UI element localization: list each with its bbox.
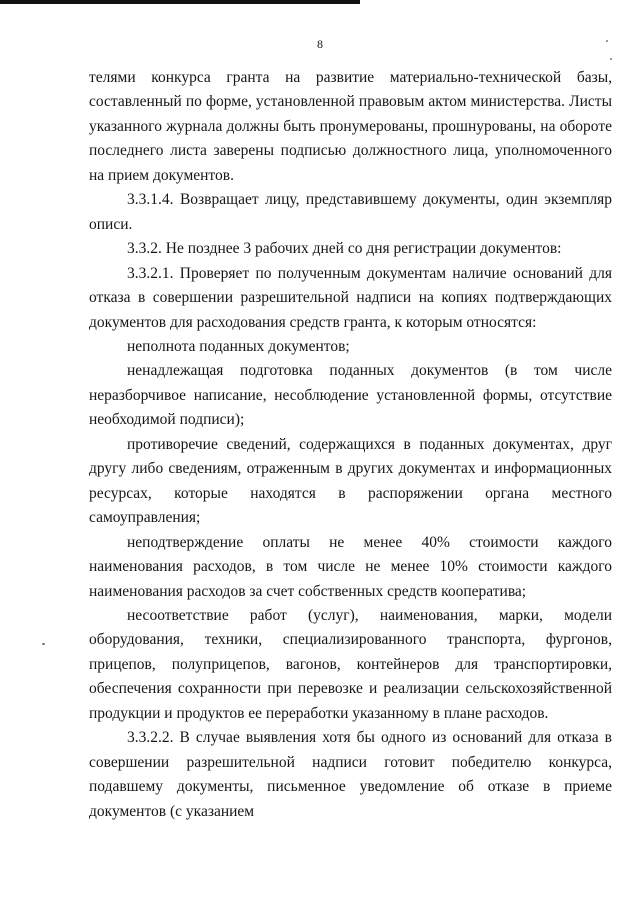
- list-item-nonconformity-with-plan: несоответствие работ (услуг), наименования, марки, модели оборудования, техники, специализированного транспорта, фургонов, прицепов, полуприцепов, вагонов, контейнеров для транспортировки, обеспечения сохранности при перевозке и реализации сельскохозяйственной продукции и продуктов ее переработки указанному в плане расходов.: [89, 606, 612, 722]
- document-body: [89, 66, 612, 824]
- list-item-payment-not-confirmed: неподтверждение оплаты не менее 40% стоимости каждого наименования расходов, в том числе не менее 10% стоимости каждого наименования расходов за счет собственных средств кооператива;: [89, 533, 612, 600]
- paragraph-3-3-2-2: 3.3.2.2. В случае выявления хотя бы одного из оснований для отказа в совершении разрешительной надписи готовит победителю конкурса, подавшему документы, письменное уведомление об отказе в приеме документов (с указанием: [89, 729, 612, 820]
- list-item-incomplete-documents: неполнота поданных документов;: [127, 337, 350, 355]
- page-number: 8: [317, 37, 323, 51]
- scan-speck: [606, 40, 608, 42]
- scan-speck: [610, 58, 612, 60]
- paragraph-3-3-2: 3.3.2. Не позднее 3 рабочих дней со дня регистрации документов:: [127, 240, 562, 258]
- list-item-contradictory-information: противоречие сведений, содержащихся в поданных документах, друг другу либо сведениям, отраженным в других документах и информационных ресурсах, которые находятся в распоряжении органа местного самоуправления;: [89, 435, 612, 527]
- scan-speck: [42, 643, 45, 645]
- list-item-improper-preparation: ненадлежащая подготовка поданных документов (в том числе неразборчивое написание, несоблюдение установленной формы, отсутствие необходимой подписи);: [89, 362, 612, 429]
- paragraph-continuation: телями конкурса гранта на развитие материально-технической базы, составленный по форме, установленной правовым актом министерства. Листы указанного журнала должны быть пронумерованы, прошнурованы, на обороте последнего листа заверены подписью должностного лица, уполномоченного на прием документов.: [89, 69, 612, 184]
- paragraph-3-3-2-1: 3.3.2.1. Проверяет по полученным документам наличие оснований для отказа в совершении разрешительной надписи на копиях подтверждающих документов для расходования средств гранта, к которым относятся:: [89, 264, 612, 331]
- scan-top-edge: [0, 0, 360, 4]
- paragraph-3-3-1-4: 3.3.1.4. Возвращает лицу, представившему документы, один экземпляр описи.: [89, 191, 612, 233]
